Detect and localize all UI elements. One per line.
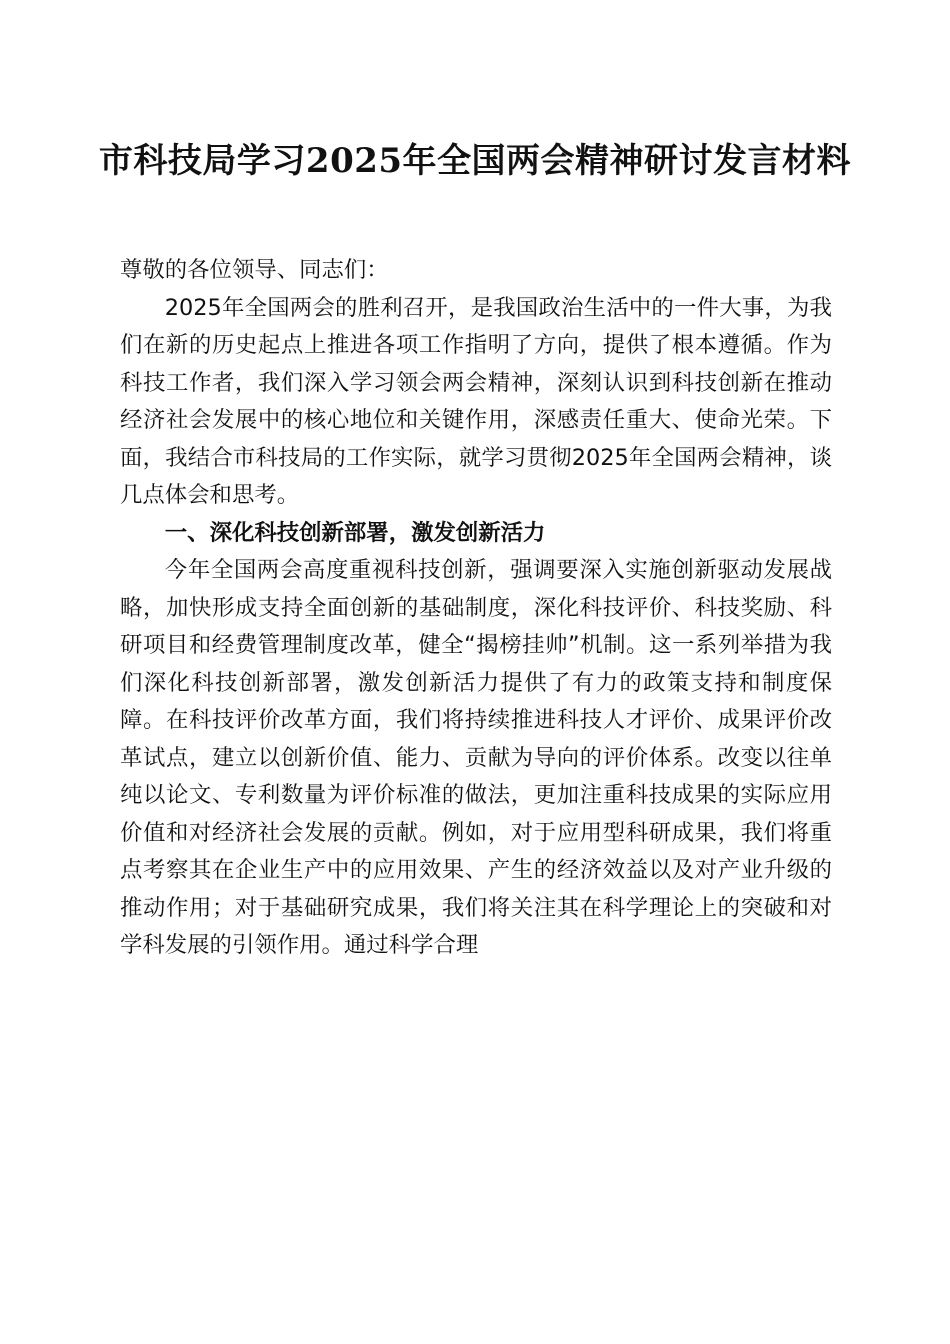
salutation: 尊敬的各位领导、同志们： bbox=[120, 257, 389, 283]
section-1-heading: 一、深化科技创新部署，激发创新活力 bbox=[164, 519, 546, 546]
section-1-paragraph: 今年全国两会高度重视科技创新，强调要深入实施创新驱动发展战略，加快形成支持全面创新的基础制度，深化科技评价、科技奖励、科研项目和经费管理制度改革，健全“揭榜挂帅”机制。这一系列举措为我们深化科技创新部署，激发创新活力提供了有力的政策支持和制度保障。在科技评价改革方面，我们将持续推进科技人才评价、成果评价改革试点，建立以创新价值、能力、贡献为导向的评价体系。改变以往单纯以论文、专利数量为评价标准的做法，更加注重科技成果的实际应用价值和对经济社会发展的贡献。例如，对于应用型科研成果，我们将重点考察其在企业生产中的应用效果、产生的经济效益以及对产业升级的推动作用；对于基础研究成果，我们将关注其在科学理论上的突破和对学科发展的引领作用。通过科学合理 bbox=[120, 557, 832, 958]
document-title: 市科技局学习2025年全国两会精神研讨发言材料 bbox=[98, 141, 852, 181]
document-body bbox=[120, 252, 832, 965]
intro-paragraph: 2025年全国两会的胜利召开，是我国政治生活中的一件大事，为我们在新的历史起点上推进各项工作指明了方向，提供了根本遵循。作为科技工作者，我们深入学习领会两会精神，深刻认识到科技创新在推动经济社会发展中的核心地位和关键作用，深感责任重大、使命光荣。下面，我结合市科技局的工作实际，就学习贯彻2025年全国两会精神，谈几点体会和思考。 bbox=[120, 294, 832, 508]
